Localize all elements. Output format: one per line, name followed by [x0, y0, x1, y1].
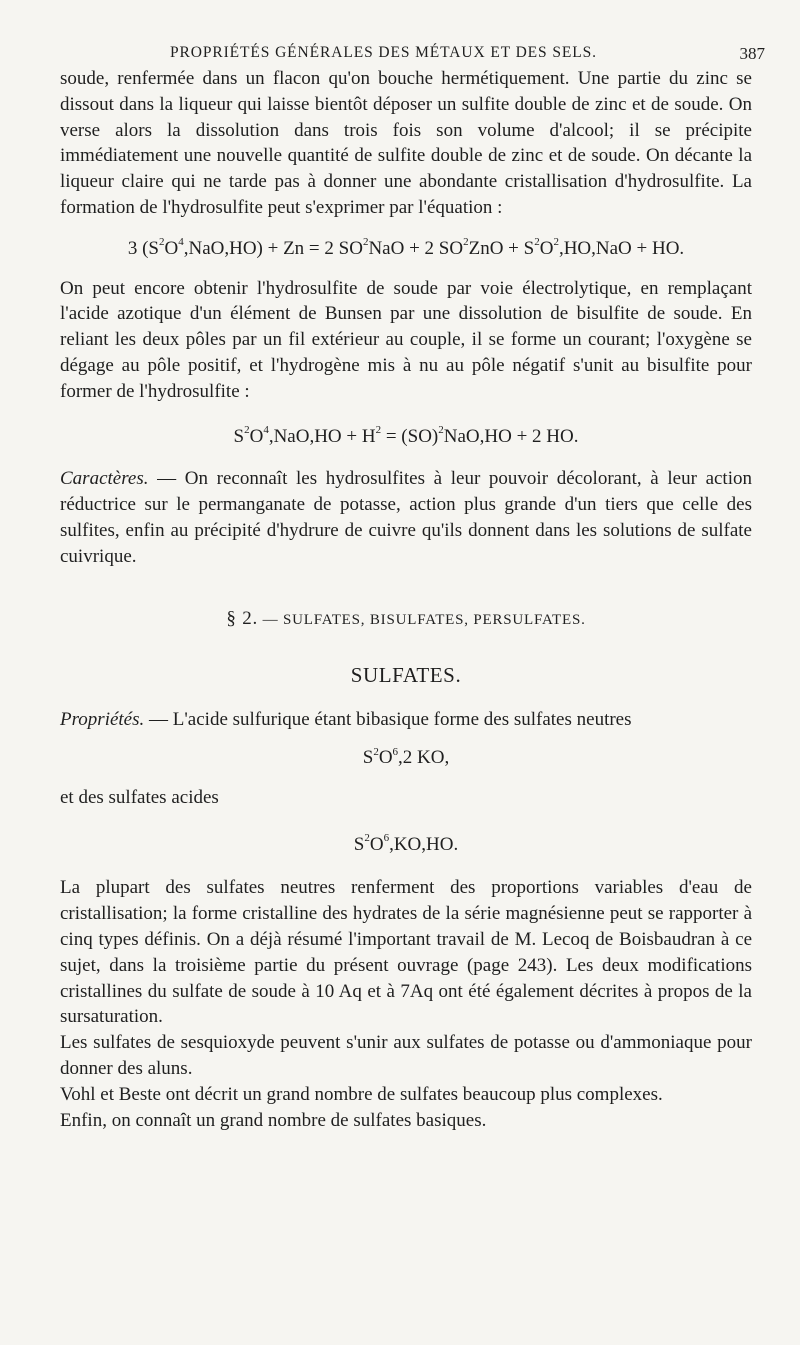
formula-neutral-sulfate: $S^2O^6,2$ KO, — [362, 745, 450, 768]
paragraph-caracteres — [60, 466, 752, 569]
equation-hydrosulfite-formation: 3 $(S^2O^4,NaO,HO) + Zn = 2$ $SO^2NaO + 2$ $SO^2ZnO + S^2O^2,HO,NaO$ + HO. — [127, 236, 685, 259]
equation-electrolytic: $S^2O^4,NaO,HO + H^2 = (SO)^2NaO,HO + 2$ HO. — [233, 424, 579, 447]
caracteres-label: Caractères. — [60, 468, 149, 490]
section-number: § 2. — [226, 607, 259, 629]
paragraph-aluns: Les sulfates de sesquioxyde peuvent s'unir aux sulfates de potasse ou d'ammoniaque pour donner des aluns. — [60, 1032, 752, 1079]
section-title: — SULFATES, BISULFATES, PERSULFATES. — [258, 611, 586, 628]
acid-sulfates-label: et des sulfates acides — [60, 786, 219, 808]
page-body — [60, 66, 752, 1133]
paragraph-crystallisation: La plupart des sulfates neutres renferment des proportions variables d'eau de cristallisation; la forme cristalline des hydrates de la série magnésienne peut se rapporter à cinq types définis. On a déjà résumé l'important travail de M. Lecoq de Boisbaudran à ce sujet, dans la troisième partie du présent ouvrage (page 243). Les deux modifications cristallines du sulfate de soude à 10 Aq et à 7Aq ont été également décrites à propos de la sursaturation. — [60, 877, 752, 1028]
paragraph-hydrosulfite-preparation: soude, renfermée dans un flacon qu'on bouche hermétiquement. Une partie du zinc se dissout dans la liqueur qui laisse bientôt déposer un sulfite double de zinc et de soude. On verse alors la dissolution dans trois fois son volume d'alcool; il se précipite immédiatement une nouvelle quantité de sulfite double de zinc et de soude. On décante la liqueur claire qui ne tarde pas à donner une abondante cristallisation d'hydrosulfite. La formation de l'hydrosulfite peut s'exprimer par l'équation : — [60, 68, 752, 218]
proprietes-label: Propriétés. — [60, 709, 145, 731]
section-heading — [60, 606, 752, 634]
proprietes-text: — L'acide sulfurique étant bibasique forme des sulfates neutres — [144, 709, 632, 731]
page-header — [60, 44, 765, 68]
paragraph-basic-sulfates: Enfin, on connaît un grand nombre de sulfates basiques. — [60, 1109, 487, 1131]
caracteres-text: — On reconnaît les hydrosulfites à leur pouvoir décolorant, à leur action réductrice sur le permanganate de potasse, action plus grande d'un tiers que celle des sulfites, enfin au précipité d'hydrure de cuivre qu'ils donnent dans les solutions de sulfate cuivrique. — [60, 468, 752, 567]
page-number: 387 — [739, 44, 765, 63]
running-head: PROPRIÉTÉS GÉNÉRALES DES MÉTAUX ET DES SELS. — [170, 44, 597, 61]
formula-acid-sulfate: $S^2O^6,KO,HO$. — [353, 832, 459, 855]
paragraph-proprietes — [60, 707, 752, 733]
paragraph-vohl-beste: Vohl et Beste ont décrit un grand nombre de sulfates beaucoup plus complexes. — [60, 1083, 663, 1105]
paragraph-electrolytic-method: On peut encore obtenir l'hydrosulfite de soude par voie électrolytique, en remplaçant l'acide azotique d'un élément de Bunsen par une dissolution de bisulfite de soude. En reliant les deux pôles par un fil extérieur au couple, il se forme un courant; l'oxygène se dégage au pôle positif, et l'hydrogène mis à nu au pôle négatif s'unit au bisulfite pour former de l'hydrosulfite : — [60, 277, 752, 402]
subsection-title: SULFATES. — [350, 663, 462, 688]
